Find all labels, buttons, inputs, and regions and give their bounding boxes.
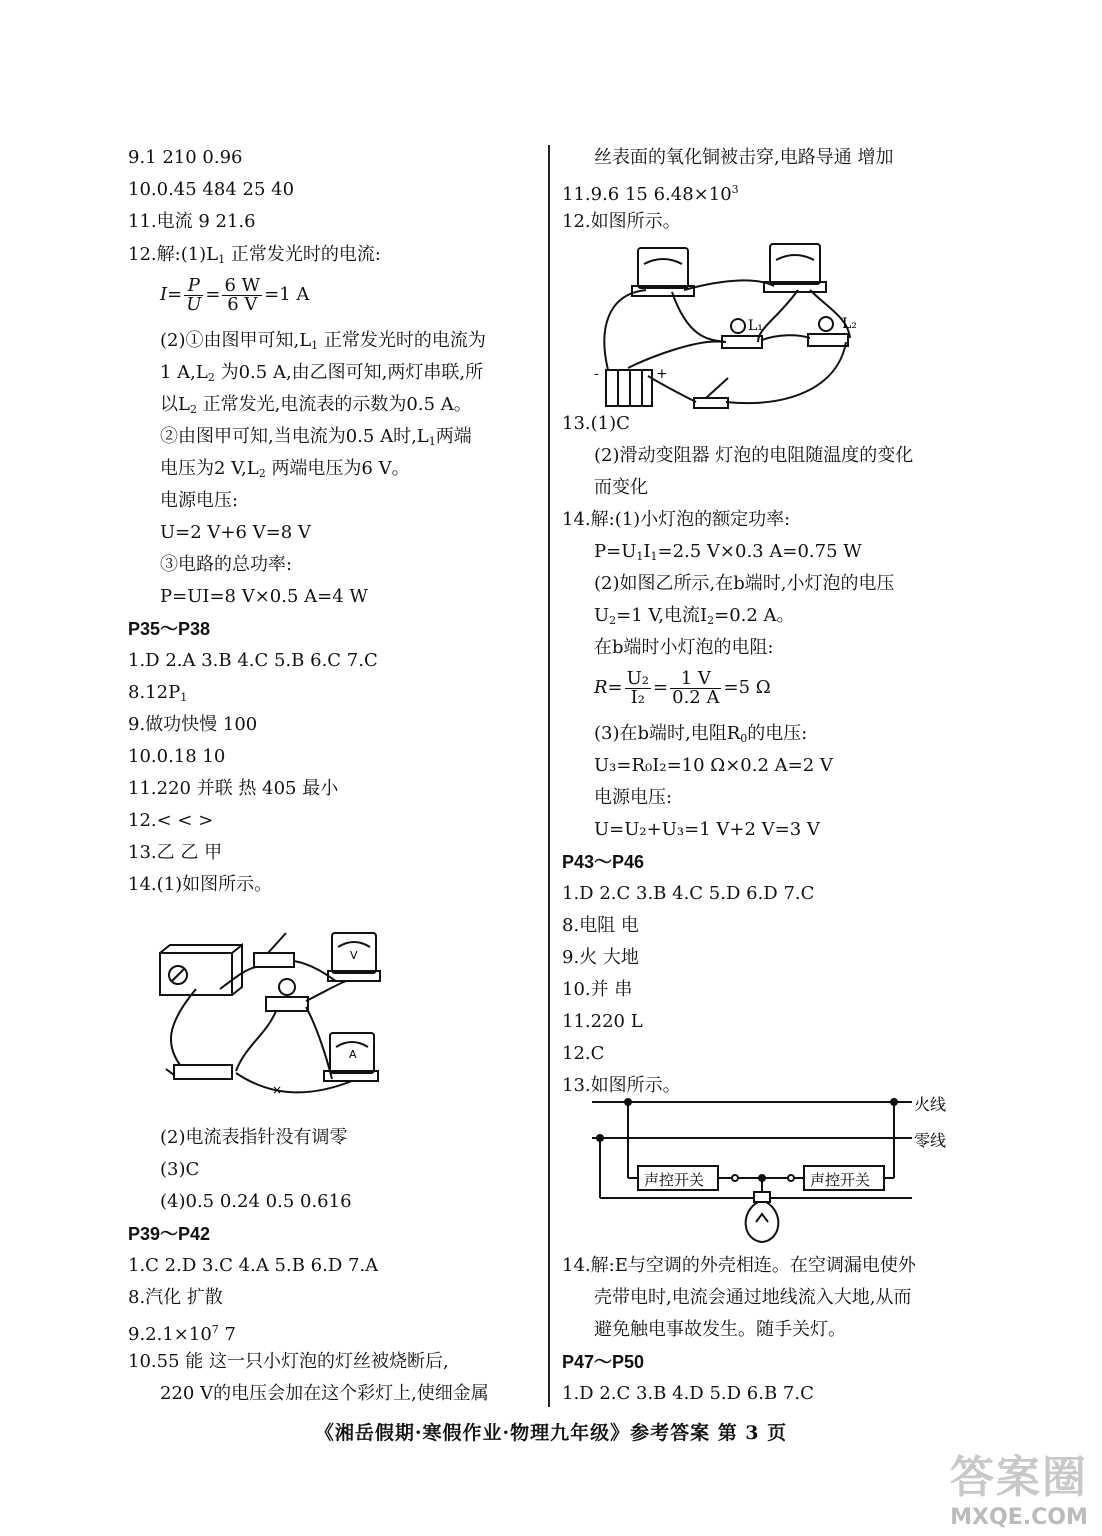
answer-line: 13.如图所示。 — [562, 1075, 681, 1096]
section-heading: P35～P38 — [128, 619, 211, 639]
answer-line: $U_2=1$ V,电流$I_2=0.2$ A。 — [594, 605, 795, 627]
answer-line: 13.乙 乙 甲 — [128, 842, 223, 863]
answer-line: ③电路的总功率: — [160, 554, 293, 575]
answer-line: (3)在b端时,电阻$R_0$的电压: — [594, 723, 808, 745]
answer-line: (2)①由图甲可知$,L_1$ 正常发光时的电流为 — [160, 330, 486, 352]
answer-line: 12.如图所示。 — [562, 211, 681, 232]
answer-line: 10.并 串 — [562, 979, 633, 1000]
answer-line: 以$L_2$ 正常发光,电流表的示数为0.5 A。 — [160, 394, 472, 416]
answer-line: 11.220 并联 热 405 最小 — [128, 778, 339, 799]
answer-line: 9.做功快慢 100 — [128, 714, 258, 735]
answer-line: 12.< < > — [128, 810, 214, 831]
answer-line: 10.55 能 这一只小灯泡的灯丝被烧断后, — [128, 1351, 449, 1372]
column-divider — [548, 145, 550, 1407]
plus-terminal: + — [656, 366, 668, 382]
answer-line: 220 V的电压会加在这个彩灯上,使细金属 — [160, 1383, 489, 1404]
lamp-L2-label: L₂ — [842, 316, 857, 332]
formula-line: U=2 V+6 V=8 V — [160, 522, 311, 543]
circuit-diagram-voltmeter-ammeter — [156, 925, 396, 1105]
answer-line: (2)滑动变阻器 灯泡的电阻随温度的变化 — [594, 445, 914, 466]
answer-line: 1.D 2.A 3.B 4.C 5.B 6.C 7.C — [128, 650, 378, 671]
answer-line: 12.C — [562, 1043, 605, 1064]
answer-line: 9.火 大地 — [562, 947, 639, 968]
answer-line: 丝表面的氧化铜被击穿,电路导通 增加 — [594, 147, 894, 168]
answer-line: 1 $A,L_2$ 为0.5 A,由乙图可知,两灯串联,所 — [160, 362, 484, 384]
answer-line: (2)如图乙所示,在b端时,小灯泡的电压 — [594, 573, 895, 594]
neutral-wire-label: 零线 — [914, 1131, 947, 1150]
answer-line: (2)电流表指针没有调零 — [160, 1127, 348, 1148]
answer-line: 1.D 2.C 3.B 4.C 5.D 6.D 7.C — [562, 883, 815, 904]
answer-line: 而变化 — [594, 477, 648, 498]
answer-line: 10.0.18 10 — [128, 746, 226, 767]
answer-line: 12.解$:(1)L_1$ 正常发光时的电流: — [128, 244, 381, 266]
answer-line: $9.2.1\times 10^7$ 7 — [128, 1323, 236, 1345]
answer-line: (3)C — [160, 1159, 200, 1180]
section-heading: P39～P42 — [128, 1224, 211, 1244]
house-wiring-diagram — [592, 1096, 962, 1246]
formula-line: U=U₂+U₃=1 V+2 V=3 V — [594, 819, 820, 840]
sound-switch-2: 声控开关 — [810, 1171, 871, 1189]
section-heading: P47～P50 — [562, 1352, 645, 1372]
voltmeter-label: V — [350, 949, 358, 962]
answer-line: 9.1 210 0.96 — [128, 147, 243, 168]
formula-line: P=UI=8 V×0.5 A=4 W — [160, 586, 368, 607]
svg-text:×: × — [272, 1083, 283, 1097]
answer-line: 1.C 2.D 3.C 4.A 5.B 6.D 7.A — [128, 1255, 379, 1276]
answer-line: $8.12P_1$ — [128, 682, 188, 704]
sound-switch-1: 声控开关 — [644, 1171, 705, 1189]
ammeter-label: A — [349, 1048, 357, 1061]
answer-line: 壳带电时,电流会通过地线流入大地,从而 — [594, 1287, 912, 1308]
answer-line: 11.电流 9 21.6 — [128, 211, 256, 232]
answer-line: 11.9.6 15 $6.48\times 10^3$ — [562, 183, 739, 205]
minus-terminal: - — [594, 366, 599, 382]
lamp-L1-label: L₁ — [748, 318, 763, 334]
formula-resistance: R= $\frac{\text{U₂}}{\text{I₂}}$ = $\frac{1 V}{0.2 A}$ =5 Ω — [594, 667, 771, 708]
answer-line: 电源电压: — [160, 490, 239, 511]
live-wire-label: 火线 — [914, 1096, 947, 1114]
answer-line: 10.0.45 484 25 40 — [128, 179, 295, 200]
answer-line: 1.D 2.C 3.B 4.D 5.D 6.B 7.C — [562, 1383, 814, 1404]
answer-line: 11.220 L — [562, 1011, 643, 1032]
answer-line: 14.解:E与空调的外壳相连。在空调漏电使外 — [562, 1255, 916, 1276]
formula-current: I= $\frac{P}{U}$ = $\frac{6 W}{6 V}$ =1 A — [160, 274, 310, 315]
answer-line: 14.(1)如图所示。 — [128, 874, 273, 895]
answer-line: 电源电压: — [594, 787, 673, 808]
page-footer: 《湘岳假期·寒假作业·物理九年级》参考答案 第 3 页 — [314, 1422, 788, 1444]
answer-line: 8.汽化 扩散 — [128, 1287, 223, 1308]
answer-line: 14.解:(1)小灯泡的额定功率: — [562, 509, 791, 530]
formula-line: U₃=R₀I₂=10 Ω×0.2 A=2 V — [594, 755, 833, 776]
answer-line: 8.电阻 电 — [562, 915, 639, 936]
answer-line: 避免触电事故发生。随手关灯。 — [594, 1319, 846, 1340]
watermark-logo: 答案圈 MXQE.COM — [950, 1452, 1088, 1530]
answer-line: 13.(1)C — [562, 413, 630, 434]
section-heading: P43～P46 — [562, 852, 645, 872]
answer-line: (4)0.5 0.24 0.5 0.616 — [160, 1191, 352, 1212]
answer-line: 在b端时小灯泡的电阻: — [594, 637, 774, 658]
formula-line: $P=U_1I_1=2.5$ V×0.3 A=0.75 W — [594, 541, 862, 563]
answer-line: 电压为2 $V,L_2$ 两端电压为6 V。 — [160, 458, 410, 480]
answer-line: ②由图甲可知,当电流为0.5 A时$,L_1$两端 — [160, 426, 472, 448]
circuit-diagram-two-lamps — [588, 238, 878, 413]
